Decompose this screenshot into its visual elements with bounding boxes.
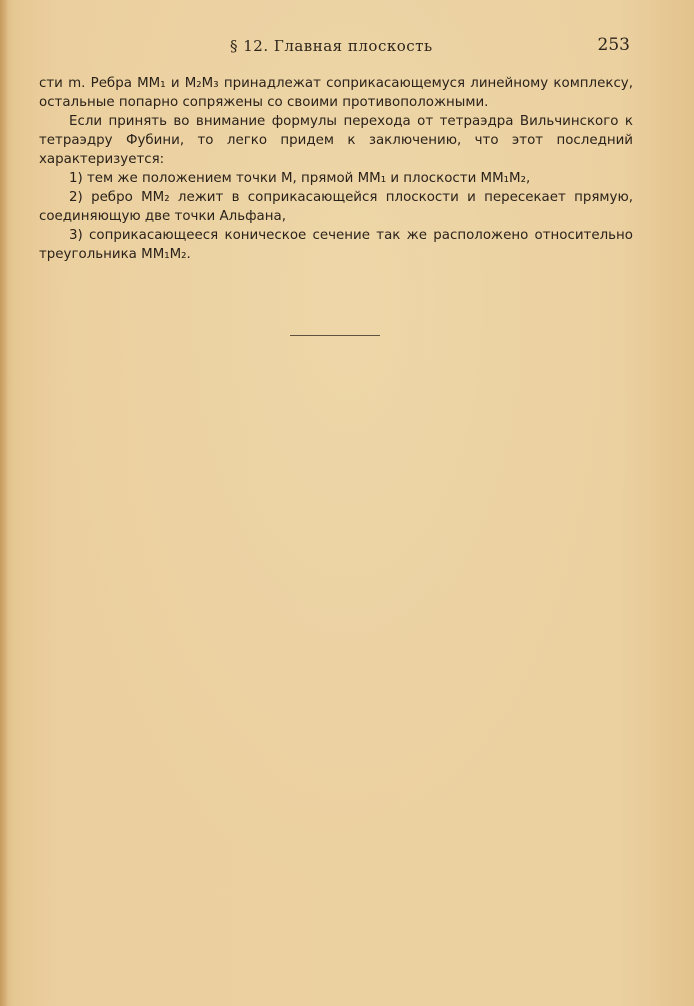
running-header — [40, 33, 632, 57]
section-title: § 12. Главная плоскость — [230, 37, 433, 55]
body-text — [39, 74, 633, 264]
page-number: 253 — [597, 35, 630, 55]
paragraph-transition: Если принять во внимание формулы перехода от тетраэдра Вильчинского к тетраэдру Фубини, то легко придем к заключению, что этот последний характеризуется: — [39, 114, 633, 167]
section-end-rule — [290, 335, 380, 336]
list-item-3: 3) соприкасающееся коническое сечение так же расположено относительно треугольника MM₁M₂. — [39, 228, 633, 262]
list-item-1: 1) тем же положением точки M, прямой MM₁ и плоскости MM₁M₂, — [69, 171, 531, 186]
paragraph-continuation: сти m. Ребра MM₁ и M₂M₃ принадлежат соприкасающемуся линейному комплексу, остальные попарно сопряжены со своими противоположными. — [39, 76, 633, 110]
list-item-2: 2) ребро MM₂ лежит в соприкасающейся плоскости и пересекает прямую, соединяющую две точки Альфана, — [39, 190, 633, 224]
page-gutter-shadow — [0, 0, 8, 1006]
